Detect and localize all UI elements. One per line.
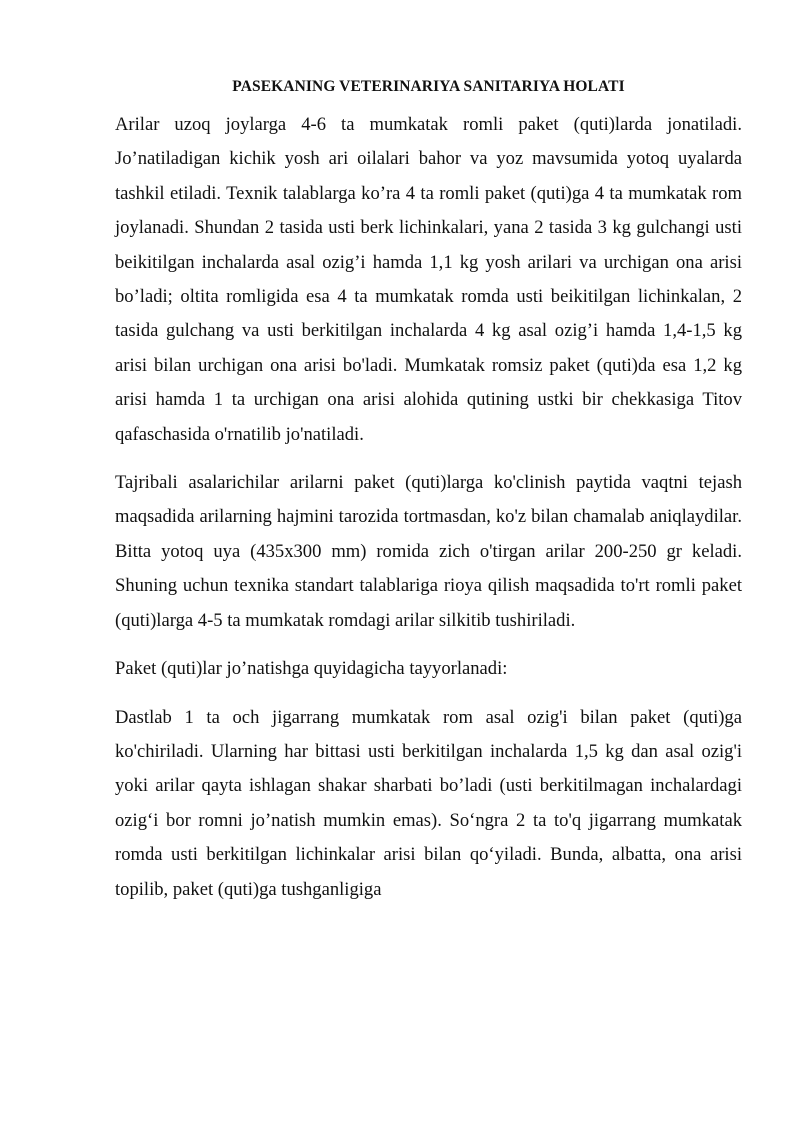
document-title: PASEKANING VETERINARIYA SANITARIYA HOLATI (232, 78, 625, 95)
paragraph-3: Paket (quti)lar jo’natishga quyidagicha tayyorlanadi: (115, 658, 508, 680)
paragraph-2: Tajribali asalarichilar arilarni paket (quti)larga ko'clinish paytida vaqtni tejash maqsadida arilarning hajmini tarozida tortmasdan, ko'z bilan chamalab aniqlaydilar. Bitta yotoq uya (435x300 mm) romida zich o'tirgan arilar 200-250 gr keladi. Shuning uchun texnika standart talablariga rioya qilish maqsadida to'rt romli paket (quti)larga 4-5 ta mumkatak romdagi arilar silkitib tushiriladi. (115, 472, 742, 631)
paragraph-1: Arilar uzoq joylarga 4-6 ta mumkatak romli paket (quti)larda jonatiladi. Jo’natiladigan kichik yosh ari oilalari bahor va yoz mavsumida yotoq uyalarda tashkil etiladi. Texnik talablarga ko’ra 4 ta romli paket (quti)ga 4 ta mumkatak rom joylanadi. Shundan 2 tasida usti berk lichinkalari, yana 2 tasida 3 kg gulchangi usti beikitilgan inchalarda asal ozig’i hamda 1,1 kg yosh arilari va urchigan ona arisi bo’ladi; oltita romligida esa 4 ta mumkatak romda usti beikitilgan lichinkalan, 2 tasida gulchang va usti berkitilgan inchalarda 4 kg asal ozig’i hamda 1,4-1,5 kg arisi bilan urchigan ona arisi bo'ladi. Mumkatak romsiz paket (quti)da esa 1,2 kg arisi hamda 1 ta urchigan ona arisi alohida qutining ustki bir chekkasiga Titov qafaschasida o'rnatilib jo'natiladi. (115, 114, 742, 445)
paragraph-4: Dastlab 1 ta och jigarrang mumkatak rom asal ozig'i bilan paket (quti)ga ko'chiriladi. Ularning har bittasi usti berkitilgan inchalarda 1,5 kg dan asal ozig'i yoki arilar qayta ishlagan shakar sharbati bo’ladi (usti berkitilmagan inchalardagi ozig‘i bor romni jo’natish mumkin emas). So‘ngra 2 ta to'q jigarrang mumkatak romda usti berkitilgan lichinkalar arisi bilan qo‘yiladi. Bunda, albatta, ona arisi topilib, paket (quti)ga tushganligiga (115, 706, 742, 900)
document-page (115, 72, 742, 921)
